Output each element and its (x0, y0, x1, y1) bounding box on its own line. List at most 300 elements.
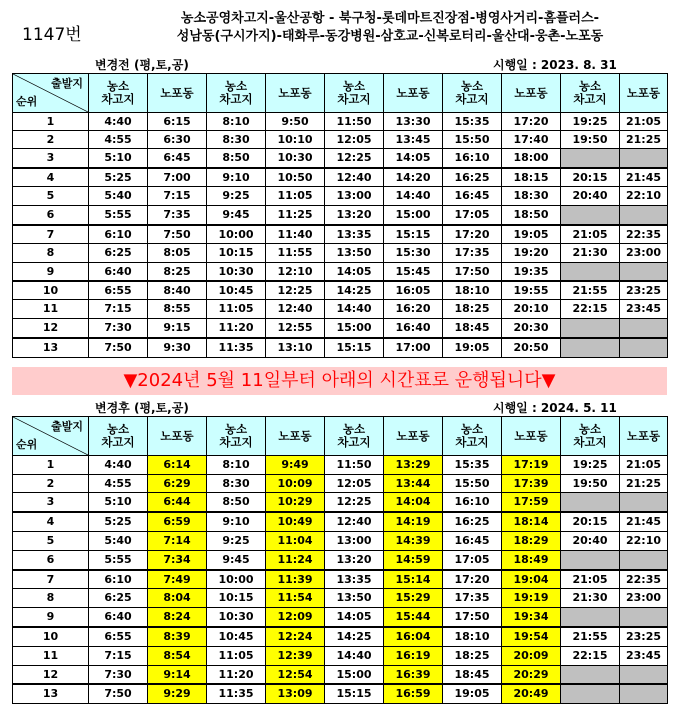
column-header-text: 농소 (342, 79, 366, 93)
departure-time-cell: 18:50 (502, 206, 561, 226)
departure-time-cell: 6:14 (148, 456, 207, 475)
column-header (266, 74, 325, 113)
departure-time-cell: 10:45 (207, 281, 266, 300)
departure-time-cell: 4:40 (89, 113, 148, 131)
rank-cell: 12 (13, 319, 89, 339)
rank-cell: 4 (13, 168, 89, 187)
departure-time-cell: 21:25 (620, 475, 668, 493)
table-row (13, 168, 668, 187)
column-header-text: 농소 (224, 79, 248, 93)
departure-time-cell: 23:45 (620, 300, 668, 319)
departure-time-cell: 10:29 (266, 493, 325, 513)
empty-cell (561, 666, 620, 685)
table-row (13, 589, 668, 608)
departure-time-cell: 18:10 (443, 281, 502, 300)
column-header (443, 417, 502, 456)
column-header (148, 417, 207, 456)
departure-time-cell: 6:25 (89, 589, 148, 608)
rank-cell: 7 (13, 225, 89, 244)
table-row (13, 570, 668, 589)
departure-time-cell: 18:49 (502, 551, 561, 571)
departure-time-cell: 9:15 (148, 319, 207, 339)
departure-time-cell: 5:40 (89, 187, 148, 206)
departure-time-cell: 18:25 (443, 647, 502, 666)
column-header-text: 노포동 (626, 428, 661, 443)
departure-time-cell: 18:45 (443, 319, 502, 339)
departure-time-cell: 12:40 (325, 512, 384, 532)
departure-time-cell: 5:25 (89, 512, 148, 532)
departure-time-cell: 11:20 (207, 666, 266, 685)
route-path (150, 10, 630, 46)
departure-time-cell: 15:00 (325, 319, 384, 339)
departure-time-cell: 6:10 (89, 570, 148, 589)
column-header-text: 차고지 (455, 435, 489, 449)
departure-time-cell: 8:25 (148, 263, 207, 282)
departure-time-cell: 13:29 (384, 456, 443, 475)
column-header-text: 노포동 (278, 85, 312, 100)
corner-label-origin: 출발지 (51, 420, 83, 433)
departure-time-cell: 15:15 (384, 225, 443, 244)
departure-time-cell: 14:05 (325, 263, 384, 282)
table-row (13, 475, 668, 493)
departure-time-cell: 21:30 (561, 244, 620, 263)
table-row (13, 206, 668, 226)
route-number: 1147번 (22, 25, 82, 45)
column-header (207, 417, 266, 456)
column-header-text: 농소 (578, 79, 602, 93)
departure-time-cell: 13:00 (325, 187, 384, 206)
departure-time-cell: 21:45 (620, 512, 668, 532)
table-row (13, 512, 668, 532)
departure-time-cell: 9:29 (148, 684, 207, 704)
empty-cell (620, 684, 668, 704)
departure-time-cell: 10:50 (266, 168, 325, 187)
column-header-text: 농소 (578, 422, 602, 436)
departure-time-cell: 8:05 (148, 244, 207, 263)
departure-time-cell: 18:14 (502, 512, 561, 532)
departure-time-cell: 15:35 (443, 113, 502, 131)
departure-time-cell: 10:00 (207, 570, 266, 589)
column-header-text: 차고지 (573, 435, 607, 449)
departure-time-cell: 22:15 (561, 300, 620, 319)
departure-time-cell: 12:55 (266, 319, 325, 339)
departure-time-cell: 7:35 (148, 206, 207, 226)
departure-time-cell: 16:59 (384, 684, 443, 704)
departure-time-cell: 6:10 (89, 225, 148, 244)
departure-time-cell: 23:00 (620, 244, 668, 263)
rank-cell: 8 (13, 589, 89, 608)
empty-cell (561, 338, 620, 358)
departure-time-cell: 23:25 (620, 281, 668, 300)
departure-time-cell: 17:39 (502, 475, 561, 493)
departure-time-cell: 20:10 (502, 300, 561, 319)
departure-time-cell: 7:15 (89, 647, 148, 666)
departure-time-cell: 7:49 (148, 570, 207, 589)
route-path-line2: 성남동(구시가지)-태화루-동강병원-삼호교-신복로터리-울산대-웅촌-노포동 (176, 29, 604, 44)
after-effective-date: 시행일 : 2024. 5. 11 (493, 401, 617, 415)
column-header-text: 농소 (106, 79, 130, 93)
corner-label-rank: 순위 (16, 95, 38, 108)
departure-time-cell: 8:10 (207, 456, 266, 475)
departure-time-cell: 7:15 (89, 300, 148, 319)
departure-time-cell: 10:45 (207, 627, 266, 647)
timetable-before (12, 73, 668, 358)
rank-cell: 2 (13, 131, 89, 149)
rank-cell: 5 (13, 187, 89, 206)
departure-time-cell: 21:55 (561, 281, 620, 300)
column-header-text: 차고지 (219, 435, 253, 449)
departure-time-cell: 12:25 (266, 281, 325, 300)
rank-cell: 8 (13, 244, 89, 263)
departure-time-cell: 6:44 (148, 493, 207, 513)
column-header-text: 농소 (342, 422, 366, 436)
departure-time-cell: 20:15 (561, 512, 620, 532)
departure-time-cell: 5:40 (89, 532, 148, 551)
table-row (13, 263, 668, 282)
departure-time-cell: 14:05 (325, 608, 384, 628)
departure-time-cell: 19:50 (561, 131, 620, 149)
departure-time-cell: 15:45 (384, 263, 443, 282)
column-header-text: 노포동 (514, 85, 548, 100)
departure-time-cell: 11:20 (207, 319, 266, 339)
column-header (89, 417, 148, 456)
rank-cell: 6 (13, 551, 89, 571)
departure-time-cell: 18:29 (502, 532, 561, 551)
departure-time-cell: 11:39 (266, 570, 325, 589)
rank-cell: 10 (13, 281, 89, 300)
timetable-header-row (13, 74, 668, 113)
rank-cell: 9 (13, 263, 89, 282)
column-header-text: 농소 (460, 422, 484, 436)
rank-cell: 4 (13, 512, 89, 532)
column-header-text: 노포동 (396, 85, 430, 100)
timetable-header-row (13, 417, 668, 456)
departure-time-cell: 10:15 (207, 244, 266, 263)
departure-time-cell: 13:20 (325, 206, 384, 226)
column-header (148, 74, 207, 113)
column-header-text: 차고지 (101, 435, 135, 449)
departure-time-cell: 16:20 (384, 300, 443, 319)
departure-time-cell: 12:54 (266, 666, 325, 685)
departure-time-cell: 11:55 (266, 244, 325, 263)
departure-time-cell: 19:35 (502, 263, 561, 282)
departure-time-cell: 16:39 (384, 666, 443, 685)
column-header-text: 노포동 (160, 428, 194, 443)
table-row (13, 244, 668, 263)
departure-time-cell: 8:30 (207, 131, 266, 149)
column-header-text: 차고지 (101, 92, 135, 106)
departure-time-cell: 8:50 (207, 493, 266, 513)
departure-time-cell: 14:40 (325, 300, 384, 319)
empty-cell (620, 206, 668, 226)
departure-time-cell: 20:29 (502, 666, 561, 685)
departure-time-cell: 18:10 (443, 627, 502, 647)
corner-label-rank: 순위 (16, 438, 38, 451)
departure-time-cell: 14:05 (384, 149, 443, 169)
header-corner (13, 417, 89, 456)
table-row (13, 281, 668, 300)
empty-cell (561, 263, 620, 282)
departure-time-cell: 9:45 (207, 206, 266, 226)
departure-time-cell: 16:25 (443, 168, 502, 187)
departure-time-cell: 19:05 (443, 684, 502, 704)
departure-time-cell: 11:25 (266, 206, 325, 226)
empty-cell (620, 149, 668, 169)
column-header (325, 417, 384, 456)
departure-time-cell: 8:30 (207, 475, 266, 493)
departure-time-cell: 11:40 (266, 225, 325, 244)
table-row (13, 456, 668, 475)
table-row (13, 684, 668, 704)
departure-time-cell: 14:25 (325, 281, 384, 300)
departure-time-cell: 9:30 (148, 338, 207, 358)
empty-cell (561, 319, 620, 339)
column-header-text: 노포동 (278, 428, 312, 443)
departure-time-cell: 12:09 (266, 608, 325, 628)
departure-time-cell: 18:15 (502, 168, 561, 187)
departure-time-cell: 19:25 (561, 113, 620, 131)
departure-time-cell: 6:55 (89, 281, 148, 300)
departure-time-cell: 11:50 (325, 456, 384, 475)
column-header-text: 농소 (106, 422, 130, 436)
departure-time-cell: 17:00 (384, 338, 443, 358)
column-header-text: 노포동 (160, 85, 194, 100)
departure-time-cell: 22:35 (620, 225, 668, 244)
departure-time-cell: 11:54 (266, 589, 325, 608)
departure-time-cell: 23:25 (620, 627, 668, 647)
column-header (502, 74, 561, 113)
departure-time-cell: 15:00 (325, 666, 384, 685)
departure-time-cell: 16:04 (384, 627, 443, 647)
before-effective-date: 시행일 : 2023. 8. 31 (493, 58, 617, 72)
empty-cell (561, 684, 620, 704)
departure-time-cell: 11:24 (266, 551, 325, 571)
departure-time-cell: 6:25 (89, 244, 148, 263)
rank-cell: 5 (13, 532, 89, 551)
empty-cell (620, 551, 668, 571)
rank-cell: 13 (13, 684, 89, 704)
departure-time-cell: 15:35 (443, 456, 502, 475)
schedule-change-notice: ▼2024년 5월 11일부터 아래의 시간표로 운행됩니다▼ (12, 367, 667, 395)
departure-time-cell: 7:30 (89, 319, 148, 339)
departure-time-cell: 21:05 (561, 570, 620, 589)
departure-time-cell: 9:25 (207, 532, 266, 551)
table-row (13, 647, 668, 666)
departure-time-cell: 8:50 (207, 149, 266, 169)
departure-time-cell: 12:39 (266, 647, 325, 666)
departure-time-cell: 20:09 (502, 647, 561, 666)
departure-time-cell: 18:00 (502, 149, 561, 169)
departure-time-cell: 4:55 (89, 131, 148, 149)
departure-time-cell: 17:20 (443, 225, 502, 244)
departure-time-cell: 12:05 (325, 131, 384, 149)
table-row (13, 319, 668, 339)
column-header (561, 74, 620, 113)
departure-time-cell: 10:15 (207, 589, 266, 608)
departure-time-cell: 5:55 (89, 551, 148, 571)
rank-cell: 11 (13, 300, 89, 319)
departure-time-cell: 7:50 (148, 225, 207, 244)
departure-time-cell: 10:30 (207, 608, 266, 628)
departure-time-cell: 17:20 (443, 570, 502, 589)
departure-time-cell: 19:55 (502, 281, 561, 300)
departure-time-cell: 5:10 (89, 149, 148, 169)
timetable-after (12, 416, 668, 704)
departure-time-cell: 18:25 (443, 300, 502, 319)
departure-time-cell: 9:14 (148, 666, 207, 685)
departure-time-cell: 16:10 (443, 149, 502, 169)
departure-time-cell: 17:35 (443, 244, 502, 263)
header-corner (13, 74, 89, 113)
departure-time-cell: 15:14 (384, 570, 443, 589)
empty-cell (620, 319, 668, 339)
table-row (13, 187, 668, 206)
rank-cell: 1 (13, 456, 89, 475)
departure-time-cell: 15:50 (443, 475, 502, 493)
table-row (13, 338, 668, 358)
departure-time-cell: 19:05 (443, 338, 502, 358)
departure-time-cell: 16:19 (384, 647, 443, 666)
departure-time-cell: 13:50 (325, 244, 384, 263)
departure-time-cell: 16:10 (443, 493, 502, 513)
departure-time-cell: 12:25 (325, 149, 384, 169)
before-label: 변경전 (평,토,공) (95, 58, 189, 72)
departure-time-cell: 5:55 (89, 206, 148, 226)
departure-time-cell: 15:50 (443, 131, 502, 149)
departure-time-cell: 6:59 (148, 512, 207, 532)
departure-time-cell: 17:40 (502, 131, 561, 149)
departure-time-cell: 12:40 (325, 168, 384, 187)
corner-label-origin: 출발지 (51, 77, 83, 90)
table-row (13, 113, 668, 131)
departure-time-cell: 18:45 (443, 666, 502, 685)
departure-time-cell: 20:40 (561, 532, 620, 551)
departure-time-cell: 13:35 (325, 225, 384, 244)
departure-time-cell: 17:05 (443, 551, 502, 571)
departure-time-cell: 10:49 (266, 512, 325, 532)
empty-cell (620, 338, 668, 358)
departure-time-cell: 6:15 (148, 113, 207, 131)
departure-time-cell: 19:19 (502, 589, 561, 608)
table-row (13, 532, 668, 551)
column-header-text: 농소 (460, 79, 484, 93)
empty-cell (620, 263, 668, 282)
rank-cell: 1 (13, 113, 89, 131)
empty-cell (620, 666, 668, 685)
rank-cell: 9 (13, 608, 89, 628)
departure-time-cell: 23:00 (620, 589, 668, 608)
departure-time-cell: 13:10 (266, 338, 325, 358)
column-header (443, 74, 502, 113)
departure-time-cell: 14:40 (325, 647, 384, 666)
departure-time-cell: 21:30 (561, 589, 620, 608)
column-header (620, 417, 668, 456)
departure-time-cell: 10:30 (207, 263, 266, 282)
table-row (13, 493, 668, 513)
departure-time-cell: 16:45 (443, 532, 502, 551)
departure-time-cell: 8:39 (148, 627, 207, 647)
departure-time-cell: 17:20 (502, 113, 561, 131)
column-header (207, 74, 266, 113)
departure-time-cell: 17:50 (443, 263, 502, 282)
departure-time-cell: 22:10 (620, 532, 668, 551)
departure-time-cell: 21:05 (620, 456, 668, 475)
empty-cell (561, 493, 620, 513)
departure-time-cell: 13:35 (325, 570, 384, 589)
departure-time-cell: 9:10 (207, 512, 266, 532)
departure-time-cell: 17:59 (502, 493, 561, 513)
departure-time-cell: 17:35 (443, 589, 502, 608)
departure-time-cell: 10:30 (266, 149, 325, 169)
table-row (13, 131, 668, 149)
table-row (13, 666, 668, 685)
departure-time-cell: 7:15 (148, 187, 207, 206)
departure-time-cell: 16:40 (384, 319, 443, 339)
departure-time-cell: 23:45 (620, 647, 668, 666)
departure-time-cell: 19:20 (502, 244, 561, 263)
departure-time-cell: 22:15 (561, 647, 620, 666)
departure-time-cell: 7:14 (148, 532, 207, 551)
departure-time-cell: 4:40 (89, 456, 148, 475)
departure-time-cell: 12:05 (325, 475, 384, 493)
departure-time-cell: 8:10 (207, 113, 266, 131)
table-row (13, 608, 668, 628)
departure-time-cell: 13:09 (266, 684, 325, 704)
departure-time-cell: 11:50 (325, 113, 384, 131)
departure-time-cell: 9:25 (207, 187, 266, 206)
column-header-text: 차고지 (337, 435, 371, 449)
rank-cell: 7 (13, 570, 89, 589)
departure-time-cell: 16:25 (443, 512, 502, 532)
departure-time-cell: 17:19 (502, 456, 561, 475)
departure-time-cell: 13:00 (325, 532, 384, 551)
departure-time-cell: 8:55 (148, 300, 207, 319)
rank-cell: 3 (13, 493, 89, 513)
departure-time-cell: 6:55 (89, 627, 148, 647)
departure-time-cell: 10:10 (266, 131, 325, 149)
departure-time-cell: 19:25 (561, 456, 620, 475)
column-header (325, 74, 384, 113)
departure-time-cell: 6:29 (148, 475, 207, 493)
table-row (13, 551, 668, 571)
column-header-text: 차고지 (337, 92, 371, 106)
departure-time-cell: 15:15 (325, 338, 384, 358)
departure-time-cell: 7:50 (89, 338, 148, 358)
departure-time-cell: 10:00 (207, 225, 266, 244)
departure-time-cell: 13:44 (384, 475, 443, 493)
departure-time-cell: 13:50 (325, 589, 384, 608)
departure-time-cell: 22:10 (620, 187, 668, 206)
departure-time-cell: 19:05 (502, 225, 561, 244)
column-header-text: 노포동 (396, 428, 430, 443)
departure-time-cell: 11:05 (207, 300, 266, 319)
departure-time-cell: 13:20 (325, 551, 384, 571)
departure-time-cell: 19:04 (502, 570, 561, 589)
departure-time-cell: 9:50 (266, 113, 325, 131)
departure-time-cell: 20:40 (561, 187, 620, 206)
departure-time-cell: 21:45 (620, 168, 668, 187)
after-label: 변경후 (평,토,공) (95, 401, 189, 415)
departure-time-cell: 9:49 (266, 456, 325, 475)
departure-time-cell: 11:35 (207, 684, 266, 704)
departure-time-cell: 10:09 (266, 475, 325, 493)
departure-time-cell: 20:50 (502, 338, 561, 358)
rank-cell: 13 (13, 338, 89, 358)
column-header-text: 노포동 (626, 85, 661, 100)
departure-time-cell: 5:10 (89, 493, 148, 513)
table-row (13, 149, 668, 169)
column-header-text: 차고지 (455, 92, 489, 106)
